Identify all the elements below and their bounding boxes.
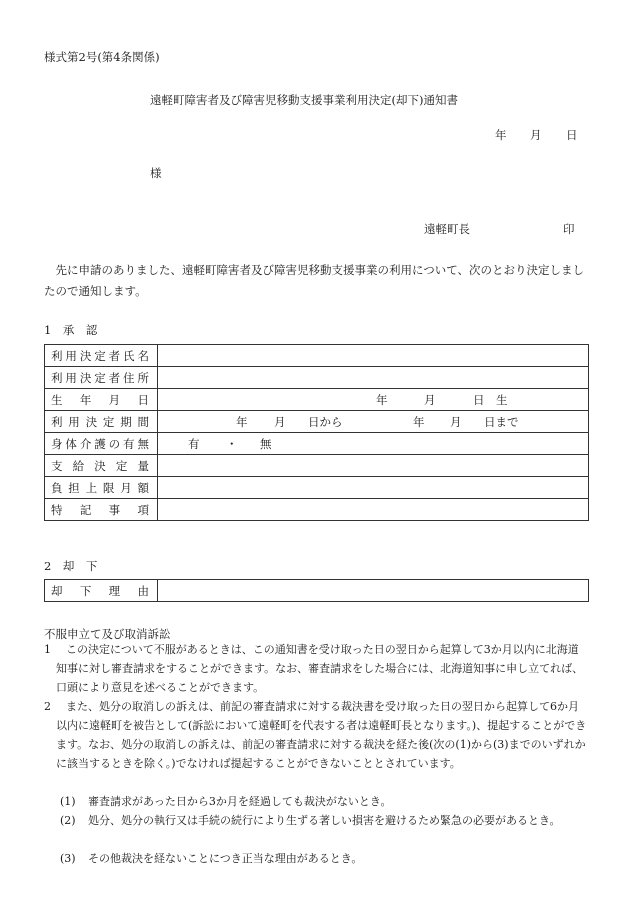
issuer-title: 遠軽町長 — [424, 222, 470, 236]
birth-year-label: 年 — [376, 392, 388, 407]
label-text: 利 用 決 定 者 氏 名 — [51, 348, 149, 363]
care-separator: ・ — [226, 436, 238, 451]
birth-month-label: 月 — [424, 392, 436, 407]
subitem-text: 審査請求があった日から3か月を経過しても裁決がないとき。 — [88, 795, 392, 808]
table-row — [45, 367, 589, 389]
row-label-care — [45, 433, 158, 455]
rejection-heading: 2 却 下 — [44, 559, 98, 573]
period-end-day-label: 日まで — [484, 414, 519, 429]
subitem-number: (2) — [60, 814, 76, 827]
period-start-day-label: 日から — [308, 414, 343, 429]
table-row — [45, 499, 589, 521]
value-cell-amount[interactable] — [158, 455, 589, 477]
value-cell-birthdate[interactable] — [158, 389, 589, 411]
period-end-month-label: 月 — [450, 414, 462, 429]
table-row — [45, 580, 589, 602]
value-cell-reason[interactable] — [158, 580, 589, 602]
value-cell-address[interactable] — [158, 367, 589, 389]
care-no-option[interactable]: 無 — [260, 436, 272, 451]
label-text: 利 用 決 定 者 住 所 — [51, 370, 149, 385]
appeal-subitem-1 — [60, 792, 589, 811]
table-row — [45, 455, 589, 477]
rejection-table — [44, 579, 589, 602]
label-text: 利 用 決 定 期 間 — [51, 414, 149, 429]
recipient-suffix: 様 — [150, 166, 162, 180]
approval-table — [44, 344, 589, 521]
label-text: 負 担 上 限 月 額 — [51, 480, 149, 495]
row-label-amount — [45, 455, 158, 477]
row-label-birthdate — [45, 389, 158, 411]
subitem-number: (3) — [60, 852, 76, 865]
date-year-label: 年 — [495, 128, 507, 142]
row-label-cap — [45, 477, 158, 499]
table-row — [45, 389, 589, 411]
row-label-address — [45, 367, 158, 389]
value-cell-cap[interactable] — [158, 477, 589, 499]
value-cell-period[interactable] — [158, 411, 589, 433]
appeal-heading: 不服申立て及び取消訴訟 — [44, 627, 171, 641]
item-text: この決定について不服があるときは、この通知書を受け取った日の翌日から起算して3か月以内に北海道知事に対し審査請求をすることができます。なお、審査請求をした場合には、北海道知事に申し立てれば、口頭により意見を述べることができます。 — [56, 643, 584, 694]
label-text: 特 記 事 項 — [51, 502, 149, 517]
subitem-text: 処分、処分の執行又は手続の続行により生ずる著しい損害を避けるため緊急の必要があるとき。 — [88, 814, 561, 827]
row-label-reason — [45, 580, 158, 602]
seal-mark: 印 — [563, 222, 575, 236]
value-cell-notes[interactable] — [158, 499, 589, 521]
appeal-item-1 — [44, 640, 589, 697]
birth-suffix-label: 生 — [496, 392, 508, 407]
item-number: 2 — [44, 700, 51, 713]
period-start-month-label: 月 — [274, 414, 286, 429]
table-row — [45, 345, 589, 367]
subitem-text: その他裁決を経ないことにつき正当な理由があるとき。 — [88, 852, 363, 865]
period-end-year-label: 年 — [413, 414, 425, 429]
row-label-period — [45, 411, 158, 433]
value-cell-name[interactable] — [158, 345, 589, 367]
row-label-name — [45, 345, 158, 367]
label-text: 生 年 月 日 — [51, 392, 149, 407]
appeal-item-2 — [44, 697, 589, 773]
label-text: 支 給 決 定 量 — [51, 458, 149, 473]
appeal-subitem-3 — [60, 849, 589, 868]
label-text: 身 体 介 護 の 有 無 — [51, 436, 149, 451]
period-start-year-label: 年 — [236, 414, 248, 429]
form-number-label: 様式第2号(第4条関係) — [44, 50, 160, 64]
appeal-subitem-2 — [60, 811, 589, 830]
value-cell-care[interactable] — [158, 433, 589, 455]
care-yes-option[interactable]: 有 — [188, 436, 200, 451]
intro-paragraph: 先に申請のありました、遠軽町障害者及び障害児移動支援事業の利用について、次のとおり決定しましたので通知します。 — [44, 263, 585, 298]
table-row — [45, 433, 589, 455]
row-label-notes — [45, 499, 158, 521]
label-text: 却 下 理 由 — [51, 583, 149, 598]
document-title: 遠軽町障害者及び障害児移動支援事業利用決定(却下)通知書 — [150, 93, 458, 107]
item-text: また、処分の取消しの訴えは、前記の審査請求に対する裁決書を受け取った日の翌日から起算して6か月以内に遠軽町を被告として(訴訟において遠軽町を代表する者は遠軽町長となります。)、提起することができます。なお、処分の取消しの訴えは、前記の審査請求に対する裁決を経た後(次の(1)から(3)までのいずれかに該当するときを除く。)でなければ提起することができないこととされています。 — [56, 700, 587, 770]
birth-day-label: 日 — [473, 392, 485, 407]
table-row — [45, 477, 589, 499]
subitem-number: (1) — [60, 795, 76, 808]
date-day-label: 日 — [566, 128, 578, 142]
date-month-label: 月 — [530, 128, 542, 142]
table-row — [45, 411, 589, 433]
item-number: 1 — [44, 643, 51, 656]
approval-heading: 1 承 認 — [44, 323, 98, 337]
